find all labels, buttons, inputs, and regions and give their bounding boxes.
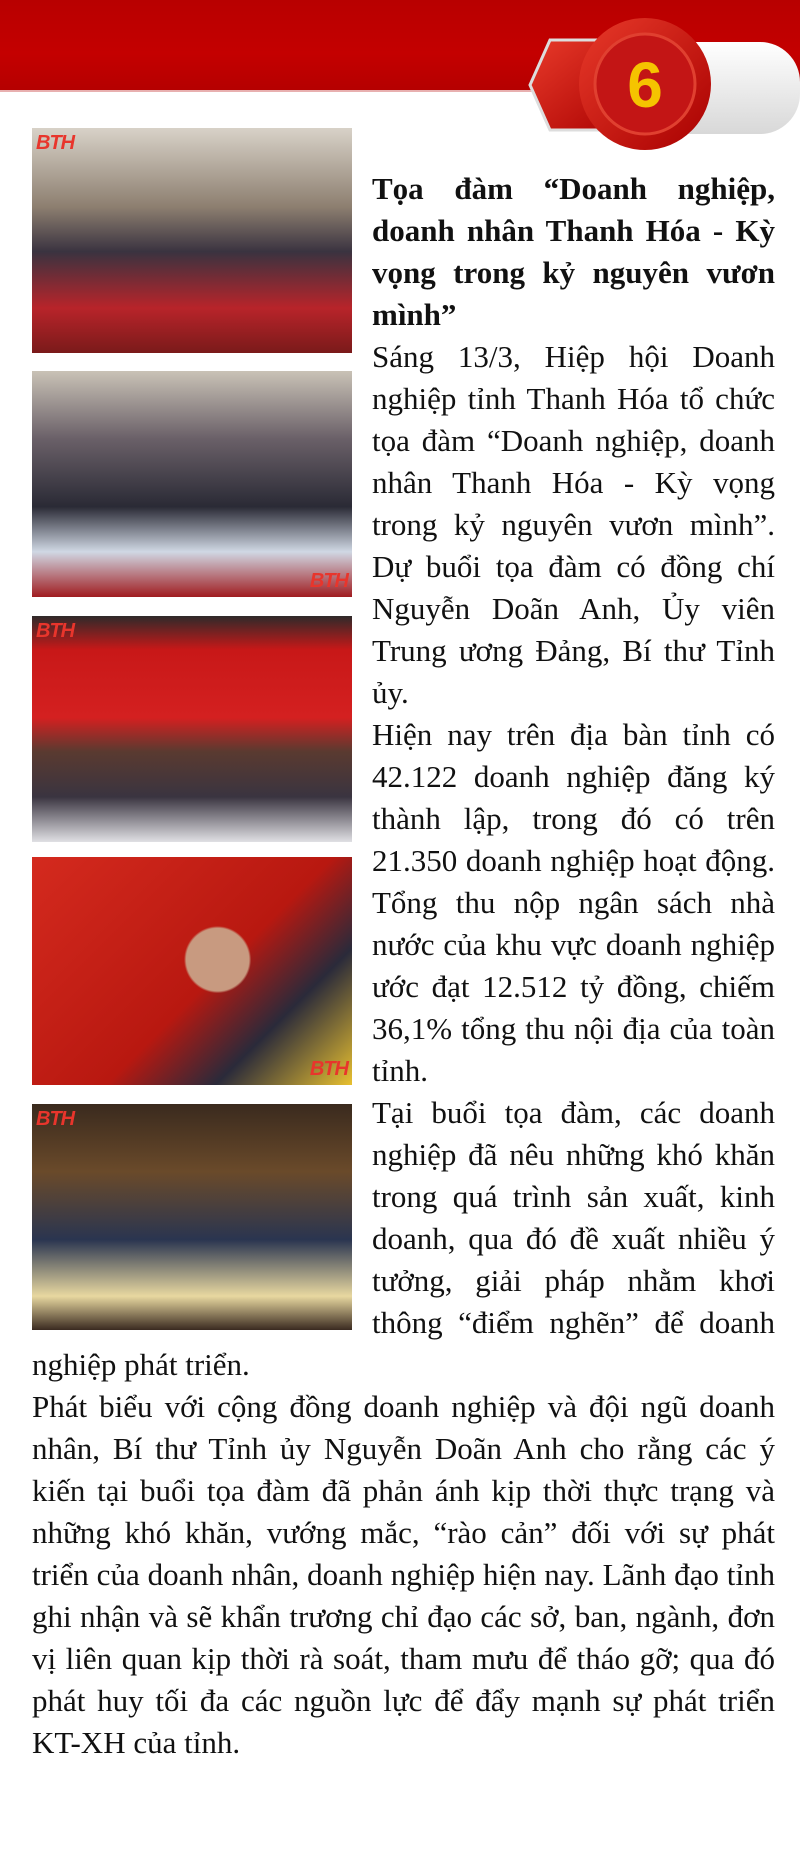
section-number-badge [520, 12, 800, 162]
bth-watermark: BTH [36, 132, 75, 154]
bth-watermark: BTH [36, 620, 75, 642]
bth-watermark: BTH [36, 1108, 75, 1130]
section-number: 6 [627, 49, 663, 121]
article-paragraph: Hiện nay trên địa bàn tỉnh có 42.122 doanh nghiệp đăng ký thành lập, trong đó có trên 21.350 doanh nghiệp hoạt động. Tổng thu nộp ngân sách nhà nước của khu vực doanh nghiệp ước đạt 12.512 tỷ đồng, chiếm 36,1% tổng thu nội địa của toàn tỉnh. [372, 717, 775, 1088]
photo-column-spacer [32, 168, 372, 1333]
article-paragraph: Sáng 13/3, Hiệp hội Doanh nghiệp tỉnh Thanh Hóa tổ chức tọa đàm “Doanh nghiệp, doanh nhân Thanh Hóa - Kỳ vọng trong kỷ nguyên vươn mình”. Dự buổi tọa đàm có đồng chí Nguyễn Doãn Anh, Ủy viên Trung ương Đảng, Bí thư Tỉnh ủy. [372, 339, 775, 710]
article-paragraph: Phát biểu với cộng đồng doanh nghiệp và đội ngũ doanh nhân, Bí thư Tỉnh ủy Nguyễn Doãn Anh cho rằng các ý kiến tại buổi tọa đàm đã phản ánh kịp thời thực trạng và những khó khăn, vướng mắc, “rào cản” đối với sự phát triển của doanh nhân, doanh nghiệp hiện nay. Lãnh đạo tỉnh ghi nhận và sẽ khẩn trương chỉ đạo các sở, ban, ngành, đơn vị liên quan kịp thời rà soát, tham mưu để tháo gỡ; qua đó phát huy tối đa các nguồn lực để đẩy mạnh sự phát triển KT-XH của tỉnh. [32, 1389, 775, 1760]
bth-watermark: BTH [309, 570, 348, 592]
article-paragraph: Tại buổi tọa đàm, các doanh nghiệp đã nêu những khó khăn trong quá trình sản xuất, kinh doanh, qua đó đề xuất nhiều ý tưởng, giải pháp nhằm khơi thông “điểm nghẽn” để doanh nghiệp phát triển. [32, 1095, 775, 1382]
bth-watermark: BTH [309, 1058, 348, 1080]
article-body [32, 168, 775, 1764]
article-title: Tọa đàm “Doanh nghiệp, doanh nhân Thanh Hóa - Kỳ vọng trong kỷ nguyên vươn mình” [372, 171, 775, 332]
